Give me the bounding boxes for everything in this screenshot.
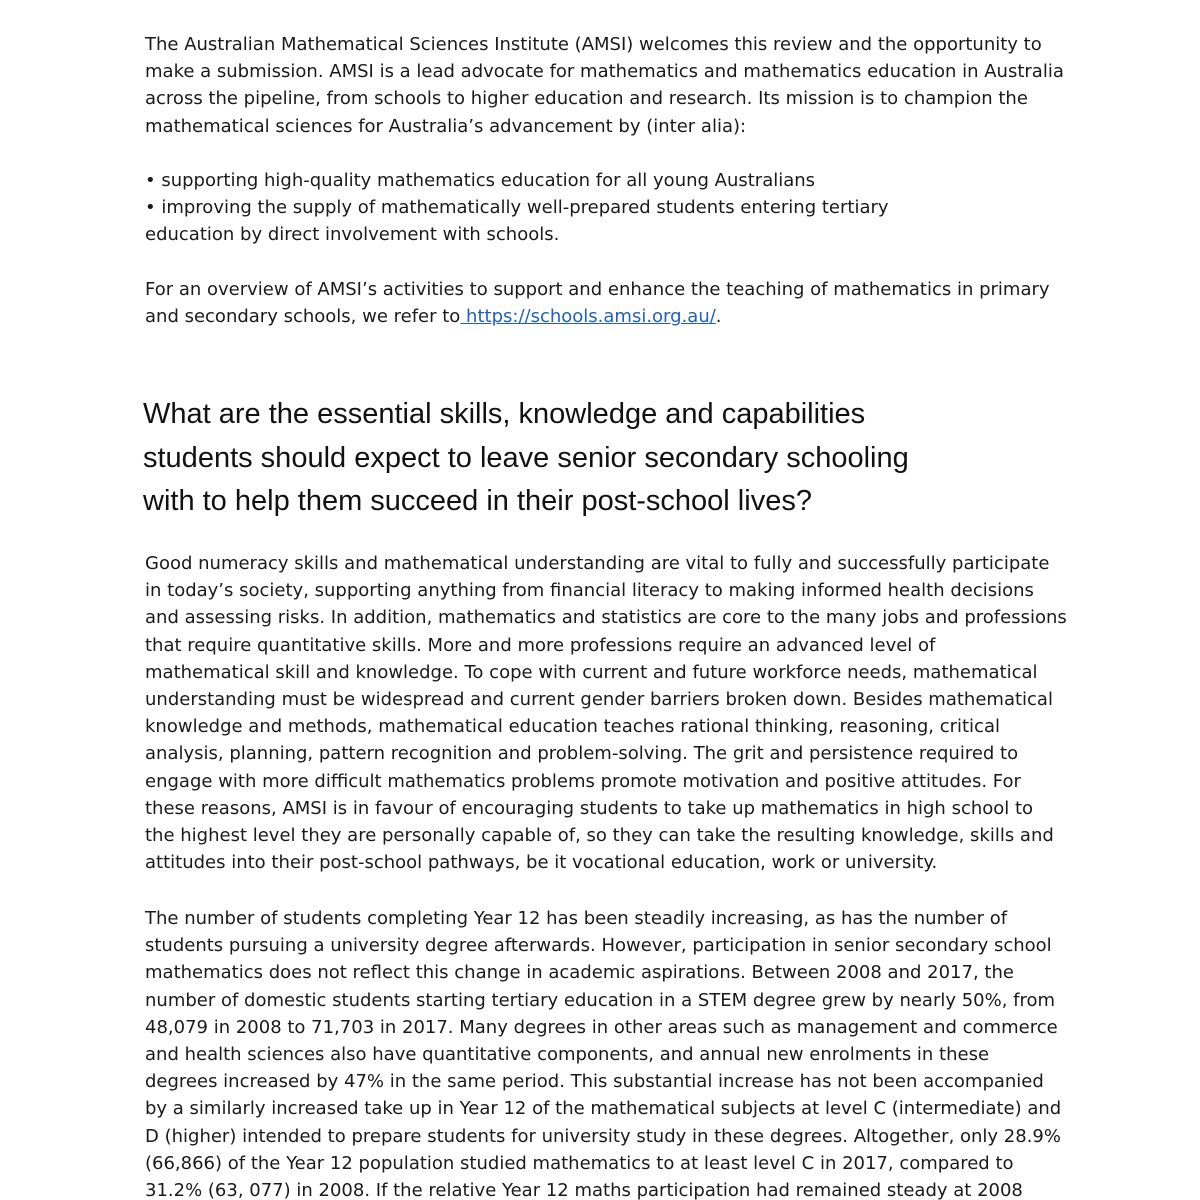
paragraph-line: in today’s society, supporting anything from financial literacy to making informed health decisions (145, 580, 1034, 602)
overview-paragraph (145, 276, 1065, 330)
heading-line: What are the essential skills, knowledge and capabilities (143, 398, 866, 430)
paragraph-line: 31.2% (63, 077) in 2008. If the relative Year 12 maths participation had remained steady at 2008 (145, 1180, 1023, 1200)
overview-line-suffix: . (715, 306, 722, 328)
paragraph-line: 48,079 in 2008 to 71,703 in 2017. Many degrees in other areas such as management and commerce (145, 1016, 1058, 1038)
paragraph-line: and assessing risks. In addition, mathematics and statistics are core to the many jobs and professions (145, 607, 1067, 629)
section-heading (143, 393, 1103, 524)
paragraph-line: number of domestic students starting tertiary education in a STEM degree grew by nearly 50%, from (145, 989, 1056, 1011)
numeracy-paragraph (145, 550, 1065, 876)
paragraph-line: Good numeracy skills and mathematical understanding are vital to fully and successfully participate (145, 553, 1050, 574)
year12-participation-paragraph (145, 905, 1065, 1200)
schools-amsi-link[interactable]: https://schools.amsi.org.au/ (460, 306, 716, 328)
overview-line-prefix: and secondary schools, we refer to (145, 306, 461, 328)
bullet-item: • supporting high-quality mathematics education for all young Australians (145, 170, 816, 191)
paragraph-line: students pursuing a university degree afterwards. However, participation in senior secondary school (145, 935, 1052, 957)
paragraph-line: D (higher) intended to prepare students for university study in these degrees. Altogether, only 28.9% (145, 1125, 1061, 1147)
paragraph-line: analysis, planning, pattern recognition and problem-solving. The grit and persistence required to (145, 743, 1019, 765)
bullet-item-continuation: education by direct involvement with schools. (145, 224, 560, 246)
intro-line: across the pipeline, from schools to higher education and research. Its mission is to champion the (145, 88, 1028, 110)
paragraph-line: and health sciences also have quantitative components, and annual new enrolments in these (145, 1044, 990, 1066)
intro-paragraph (145, 31, 1065, 140)
intro-line: The Australian Mathematical Sciences Institute (AMSI) welcomes this review and the opportunity to (145, 34, 1042, 55)
paragraph-line: attitudes into their post-school pathways, be it vocational education, work or university. (145, 852, 938, 874)
paragraph-line: that require quantitative skills. More and more professions require an advanced level of (145, 634, 936, 656)
paragraph-line: mathematics does not reflect this change in academic aspirations. Between 2008 and 2017, the (145, 962, 1014, 984)
paragraph-line: knowledge and methods, mathematical education teaches rational thinking, reasoning, critical (145, 716, 1000, 738)
paragraph-line: engage with more difficult mathematics problems promote motivation and positive attitudes. For (145, 770, 1021, 792)
bullet-item: • improving the supply of mathematically well-prepared students entering tertiary (145, 197, 889, 219)
overview-line: For an overview of AMSI’s activities to support and enhance the teaching of mathematics in primary (145, 279, 1050, 300)
paragraph-line: by a similarly increased take up in Year 12 of the mathematical subjects at level C (intermediate) and (145, 1098, 1062, 1120)
heading-line: students should expect to leave senior secondary schooling (143, 441, 909, 474)
paragraph-line: the highest level they are personally capable of, so they can take the resulting knowledge, skills and (145, 825, 1054, 847)
paragraph-line: degrees increased by 47% in the same period. This substantial increase has not been accompanied (145, 1071, 1044, 1093)
heading-line: with to help them succeed in their post-school lives? (143, 485, 812, 517)
mission-bullet-list (145, 167, 1065, 249)
paragraph-line: understanding must be widespread and current gender barriers broken down. Besides mathematical (145, 689, 1053, 711)
paragraph-line: mathematical skill and knowledge. To cope with current and future workforce needs, mathematical (145, 661, 1038, 683)
overview-line (145, 303, 1065, 330)
paragraph-line: (66,866) of the Year 12 population studied mathematics to at least level C in 2017, compared to (145, 1152, 1014, 1174)
paragraph-line: The number of students completing Year 12 has been steadily increasing, as has the number of (145, 908, 1008, 929)
intro-line: make a submission. AMSI is a lead advocate for mathematics and mathematics education in Australia (145, 61, 1064, 83)
intro-line: mathematical sciences for Australia’s advancement by (inter alia): (145, 115, 747, 137)
paragraph-line: these reasons, AMSI is in favour of encouraging students to take up mathematics in high school to (145, 797, 1034, 819)
